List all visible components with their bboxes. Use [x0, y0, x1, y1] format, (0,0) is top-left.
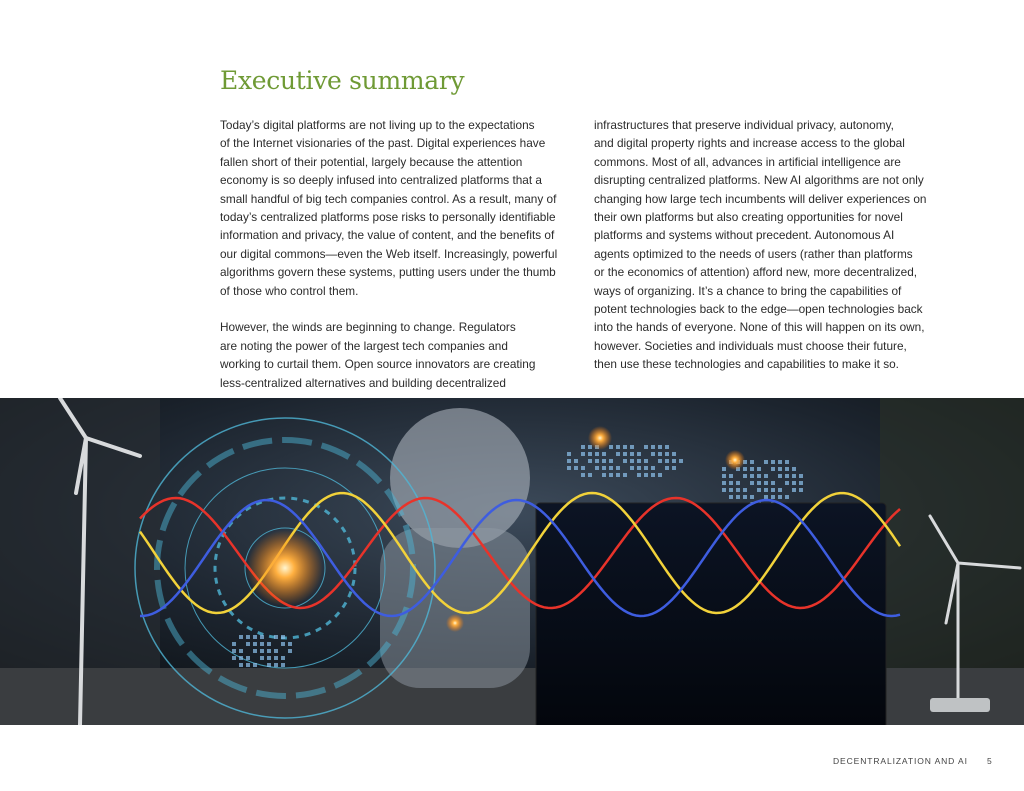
body-text-line: However, the winds are beginning to change. Regulators [220, 320, 516, 335]
body-text-line: small handful of big tech companies control. As a result, many of [220, 191, 557, 206]
body-text-line: disrupting centralized platforms. New AI algorithms are not only [594, 173, 924, 188]
body-text-line: and digital property rights and increase access to the global [594, 136, 905, 151]
body-text-line: commons. Most of all, advances in artificial intelligence are [594, 154, 901, 169]
body-text-right-column [594, 116, 966, 374]
paragraph-break [220, 300, 582, 318]
body-text-line: their own platforms but also creating opportunities for novel [594, 210, 903, 225]
body-text-line: of those who control them. [220, 283, 359, 298]
body-text-line: ways of organizing. It’s a chance to bring the capabilities of [594, 283, 902, 298]
ai-decentralization-artwork [0, 398, 1024, 725]
light-flare [247, 530, 323, 606]
light-flare [446, 614, 464, 632]
hero-illustration [0, 398, 1024, 725]
robot-head [390, 408, 530, 548]
body-text-line: then use these technologies and capabilities to make it so. [594, 357, 899, 372]
body-text-line: of the Internet visionaries of the past. Digital experiences have [220, 136, 546, 151]
body-text-line: agents optimized to the needs of users (rather than platforms [594, 246, 913, 261]
body-text-line: today’s centralized platforms pose risks to personally identifiable [220, 210, 556, 225]
body-text-line: are noting the power of the largest tech companies and [220, 338, 508, 353]
light-flare [588, 426, 612, 450]
body-text-line: into the hands of everyone. None of this will happen on its own, [594, 320, 925, 335]
body-text-line: fallen short of their potential, largely because the attention [220, 154, 523, 169]
body-text-line: potent technologies back to the edge—open technologies back [594, 302, 923, 317]
body-text-line: Today’s digital platforms are not living up to the expectations [220, 118, 535, 132]
light-flare [725, 450, 745, 470]
body-text-line: algorithms govern these systems, putting users under the thumb [220, 265, 556, 280]
body-text-line: economy is so deeply infused into centralized platforms that a [220, 173, 542, 188]
turbine-base [930, 698, 990, 712]
body-text-line: less-centralized alternatives and building decentralized [220, 375, 506, 390]
body-text-line: information and privacy, the value of content, and the benefits of [220, 228, 555, 243]
body-text-line: changing how large tech incumbents will deliver experiences on [594, 191, 927, 206]
body-text-line: or the economics of attention) afford new, more decentralized, [594, 265, 918, 280]
page-title: Executive summary [220, 66, 465, 95]
laptop-screen [536, 503, 886, 725]
body-text-line: working to curtail them. Open source innovators are creating [220, 357, 536, 372]
body-text-line: platforms and systems without precedent. Autonomous AI [594, 228, 895, 243]
footer-page-number: 5 [987, 756, 992, 766]
footer-document-title: DECENTRALIZATION AND AI [833, 756, 968, 766]
body-text-line: our digital commons—even the Web itself. Increasingly, powerful [220, 246, 558, 261]
body-text-line: infrastructures that preserve individual privacy, autonomy, [594, 118, 894, 132]
body-text-line: however. Societies and individuals must choose their future, [594, 338, 907, 353]
body-text-left-column [220, 116, 582, 392]
